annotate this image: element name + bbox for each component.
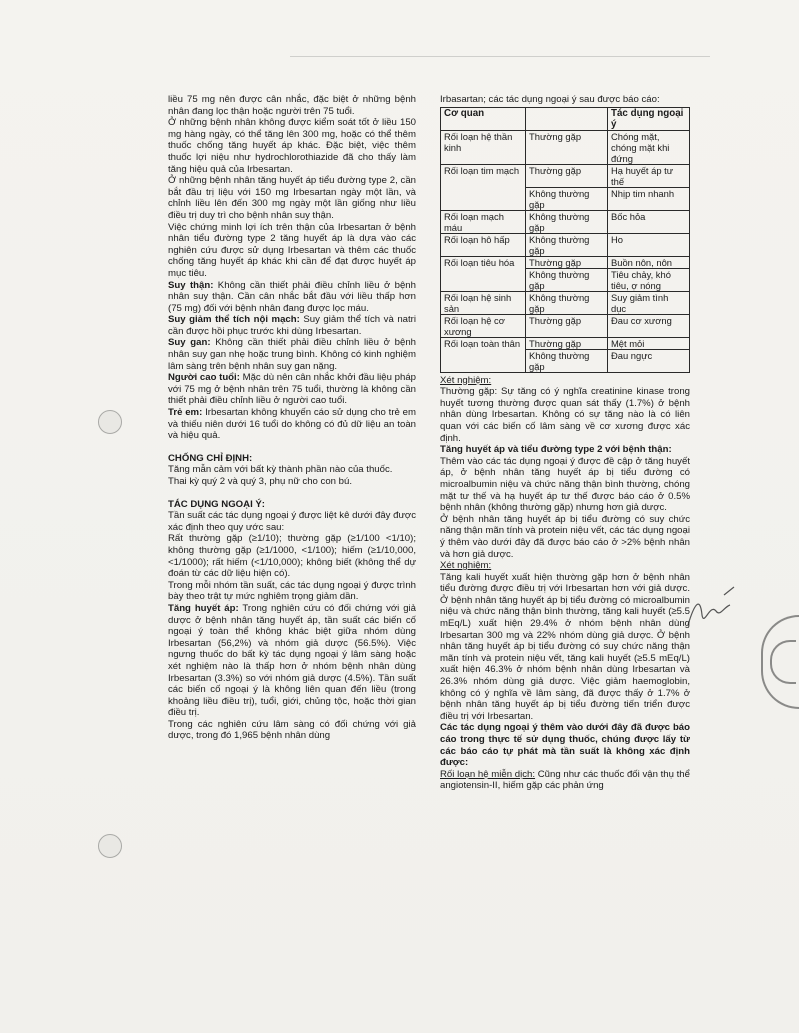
effect-cell: Hạ huyết áp tư thế [608,164,690,187]
table-row [441,337,690,349]
frequency-cell: Không thường gặp [526,349,608,372]
paragraph-label: Suy gan: [168,337,211,349]
effect-cell: Tiêu chảy, khó tiêu, ợ nóng [608,268,690,291]
paragraph-label: Suy giảm thể tích nội mạch: [168,314,300,326]
right-column [440,94,690,792]
subheading: Xét nghiệm: [440,560,492,572]
paragraph: Tần suất các tác dụng ngoại ý được liệt kê dưới đây được xác định theo quy ước sau: [168,510,416,533]
right-column-text [440,375,690,792]
table-row [441,130,690,164]
table-intro: Irbasartan; các tác dụng ngoại ý sau được báo cáo: [440,94,660,105]
paragraph: Trong các nghiên cứu lâm sàng có đối chứng với giả dược, trong đó 1,965 bệnh nhân dùng [168,718,416,742]
adverse-effects-table [440,107,690,373]
organ-cell: Rối loạn hô hấp [441,233,526,256]
labeled-paragraph [168,407,416,442]
frequency-cell: Thường gặp [526,130,608,164]
paragraph-text: Không cần thiết phải điều chỉnh liều ở bệnh nhân suy thận. Cần cân nhắc bắt đầu với liều thấp hơn (75 mg) đối với bệnh nhân đang được lọc máu. [168,279,416,314]
frequency-cell: Không thường gặp [526,291,608,314]
subheading: Xét nghiệm: [440,374,492,386]
paragraph-label: Rối loạn hệ miễn dịch: [440,768,536,780]
punch-hole-icon [98,834,122,858]
table-row [441,210,690,233]
effect-cell: Suy giảm tình dục [608,291,690,314]
paragraph: Tăng kali huyết xuất hiện thường gặp hơn ở bệnh nhân tiểu đường được điều trị với Irbesartan hơn với giả dược. Ở bệnh nhân tăng huyết áp bị tiểu đường có microalbumin niệu và chức năng thận bình thường, tăng kali huyết (≥5.5 mEq/L) xuất hiện 29.4% ở nhóm bệnh nhân dùng Irbesartan 300 mg và 22% nhóm dùng giả dược. Ở bệnh nhân tăng huyết áp bị tiểu đường có suy chức năng thận mãn tính và protein niệu vết, tăng kali huyết (≥5.5 mEq/L) xuất hiện 46.3% ở nhóm bệnh nhân dùng Irbesartan và 26.3% nhóm dùng giả dược. Việc giảm haemoglobin, không có ý nghĩa về lâm sàng, đã được thấy ở 1.7% ở bệnh nhân tăng huyết áp bị tiểu đường tiến triển được điều trị với Irbesartan. [440,571,690,722]
punch-hole-icon [98,410,122,434]
paragraph-label: Người cao tuổi: [168,372,240,384]
effect-cell: Nhịp tim nhanh [608,187,690,210]
organ-cell: Rối loạn toàn thân [441,337,526,372]
paragraph-label: Suy thận: [168,279,214,291]
paragraph: Thai kỳ quý 2 và quý 3, phụ nữ cho con bú. [168,476,353,487]
left-column [168,94,416,742]
paragraph-text: Suy giảm thể tích và natri cần được hồi phục trước khi dùng Irbesartan. [168,314,417,337]
table-row [441,233,690,256]
effect-cell: Mệt mỏi [608,337,690,349]
frequency-cell: Không thường gặp [526,187,608,210]
effect-cell: Chóng mặt, chóng mặt khi đứng [608,130,690,164]
table-row [441,256,690,268]
paragraph-text: Cũng như các thuốc đối vận thụ thể angiotensin-II, hiếm gặp các phản ứng [440,768,690,792]
paragraph: Trong mỗi nhóm tần suất, các tác dụng ngoại ý được trình bày theo trật tự mức nghiêm trọng giảm dần. [168,579,416,603]
frequency-cell: Thường gặp [526,256,608,268]
frequency-cell: Không thường gặp [526,210,608,233]
section-heading: Các tác dụng ngoại ý thêm vào dưới đây đã được báo cáo trong thực tế sử dụng thuốc, chúng được lấy từ các báo cáo tự phát mà tần suất là không xác định được: [440,722,690,769]
paragraph-text: Không cần thiết phải điều chỉnh liều ở bệnh nhân suy gan nhẹ hoặc trung bình. Không có kinh nghiệm lâm sàng trên bệnh nhân suy gan nặng. [168,337,416,372]
paragraph-label: Trẻ em: [168,407,203,419]
labeled-paragraph [168,603,416,719]
effect-cell: Đau ngực [608,349,690,372]
effect-cell: Đau cơ xương [608,314,690,337]
section-heading: TÁC DỤNG NGOẠI Ý: [168,498,266,510]
labeled-paragraph [168,314,416,337]
section-gap [168,442,416,453]
paragraph: Thêm vào các tác dụng ngoại ý được đề cập ở tăng huyết áp, ở bệnh nhân tăng huyết áp bị tiểu đường có microalbumin niệu và chức năng thận bình thường, chóng mặt tư thế và hạ huyết áp tư thế được báo cáo ở 0.5% bệnh nhân (không thường gặp) nhưng hơn giả dược. [440,455,690,514]
paragraph-text: Mặc dù nên cân nhắc khởi đầu liệu pháp với 75 mg ở bệnh nhân trên 75 tuổi, thường là không cần thiết phải điều chỉnh liều ở người cao tuổi. [168,372,416,407]
effect-cell: Ho [608,233,690,256]
organ-cell: Rối loạn hệ sinh sản [441,291,526,314]
scan-edge-line [290,56,710,57]
table-row [441,314,690,337]
paragraph: liều 75 mg nên được cân nhắc, đặc biệt ở những bệnh nhân đang lọc thận hoặc người trên 75 tuổi. [168,94,416,117]
table-header-row [441,107,690,130]
labeled-paragraph [168,337,416,372]
paragraph: Ở những bệnh nhân tăng huyết áp tiểu đường type 2, cần bắt đầu trị liệu với 150 mg Irbesartan ngày một lần, và chỉnh liều lên đến 300 mg ngày một lần giống như liều điều trị duy trì cho bệnh nhân suy thận. [168,175,416,221]
organ-cell: Rối loạn mạch máu [441,210,526,233]
table-row [441,164,690,187]
paragraph-text: Trong nghiên cứu có đối chứng với giả dược ở bệnh nhân tăng huyết áp, tần suất các biến cố ngoại ý toàn thể không khác biệt giữa nhóm dùng Irbesartan (56,2%) và nhóm giả dược (56.5%). Việc ngưng thuốc do bất kỳ tác dụng ngoại ý lâm sàng hoặc xét nghiệm nào là thấp hơn ở nhóm bệnh nhân dùng Irbesartan (3.3%) so với nhóm giả dược (4.5%). Tần suất các biến cố ngoại ý là không liên quan đến liều (trong khoảng liều điều trị), tuổi, giới, chủng tộc, hoặc thời gian điều trị. [168,602,416,719]
table-row [441,291,690,314]
effect-cell: Bốc hỏa [608,210,690,233]
paragraph: Ở bệnh nhân tăng huyết áp bị tiểu đường có suy chức năng thận mãn tính và protein niệu vết, các tác dụng ngoại ý thêm vào dưới đây đã được báo cáo ở >2% bệnh nhân và hơn giả dược. [440,513,690,560]
header-organ: Cơ quan [441,107,526,130]
paragraph: Việc chứng minh lợi ích trên thận của Irbesartan ở bệnh nhân tiểu đường type 2 tăng huyết áp là dựa vào các nghiên cứu được sử dụng Irbesartan và thêm các thuốc chống tăng huyết áp khác khi cần để đạt được huyết áp mục tiêu. [168,221,416,279]
organ-cell: Rối loạn tiêu hóa [441,256,526,291]
organ-cell: Rối loạn hệ thần kinh [441,130,526,164]
section-heading: CHỐNG CHỈ ĐỊNH: [168,452,253,464]
header-effect: Tác dụng ngoại ý [608,107,690,130]
frequency-cell: Thường gặp [526,337,608,349]
section-gap [168,488,416,499]
paragraph: Tăng mẫn cảm với bất kỳ thành phần nào của thuốc. [168,464,393,476]
frequency-cell: Không thường gặp [526,268,608,291]
header-frequency [526,107,608,130]
frequency-cell: Thường gặp [526,164,608,187]
labeled-paragraph [440,769,690,792]
organ-cell: Rối loạn hệ cơ xương [441,314,526,337]
paragraph-label: Tăng huyết áp: [168,602,239,614]
labeled-paragraph [168,280,416,315]
organ-cell: Rối loạn tim mạch [441,164,526,210]
section-heading: Tăng huyết áp và tiểu đường type 2 với bệnh thận: [440,444,672,456]
paragraph: Rất thường gặp (≥1/10); thường gặp (≥1/100 <1/10); không thường gặp (≥1/1000, <1/100); hiếm (≥1/10,000, <1/1000); rất hiếm (<1/10,000); không biết (không thể dự đoán từ các dữ liệu hiện có). [168,533,416,580]
effect-cell: Buồn nôn, nôn [608,256,690,268]
paragraph: Thường gặp: Sự tăng có ý nghĩa creatinine kinase trong huyết tương thường được quan sát thấy (1.7%) ở bệnh nhân dùng Irbesartan. Không có sự tăng nào là có liên quan với các biến cố lâm sàng về cơ xương được xác định. [440,386,690,444]
paragraph-text: Irbesartan không khuyến cáo sử dụng cho trẻ em và thiếu niên dưới 16 tuổi do không có đủ dữ liệu an toàn và hiệu quả. [168,407,416,442]
frequency-cell: Thường gặp [526,314,608,337]
frequency-cell: Không thường gặp [526,233,608,256]
labeled-paragraph [168,372,416,407]
paragraph: Ở những bệnh nhân không được kiểm soát tốt ở liều 150 mg hàng ngày, có thể tăng lên 300 mg, hoặc có thể thêm thuốc chống tăng huyết áp khác. Đặc biệt, việc thêm thuốc lợi niệu như hydrochlorothiazide đã cho thấy làm tăng hiệu quả của Irbesartan. [168,117,416,175]
